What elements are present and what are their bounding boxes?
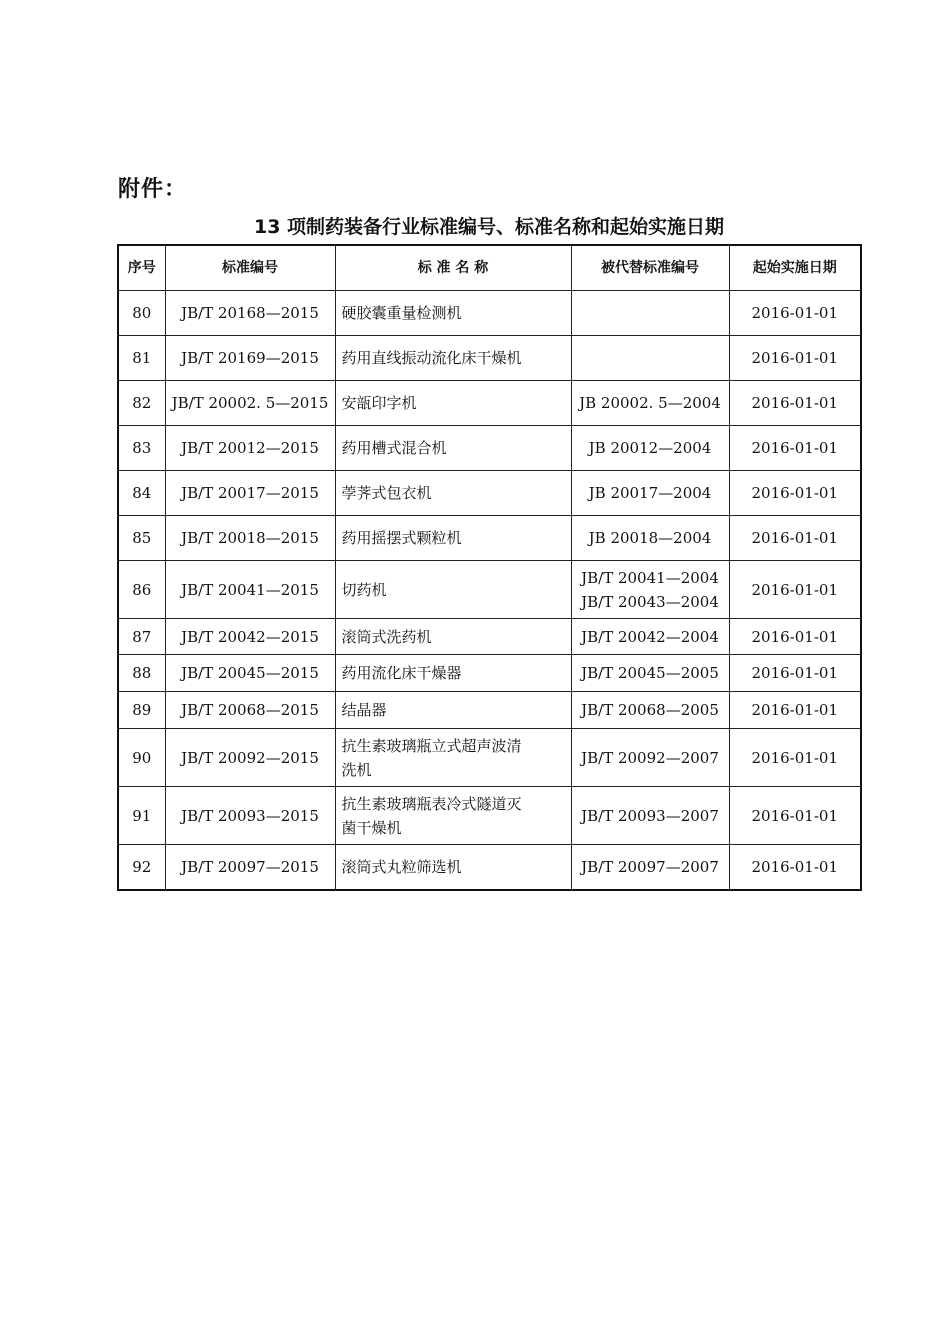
cell-date: 2016-01-01 bbox=[729, 291, 861, 336]
cell-std-name-line: 硬胶囊重量检测机 bbox=[341, 304, 462, 322]
cell-std-name bbox=[335, 471, 571, 516]
cell-seq: 80 bbox=[118, 291, 165, 336]
cell-replaced-line: JB/T 20042—2004 bbox=[581, 627, 719, 646]
cell-date: 2016-01-01 bbox=[729, 655, 861, 692]
cell-replaced bbox=[571, 381, 729, 426]
table-row bbox=[118, 845, 861, 891]
cell-date: 2016-01-01 bbox=[729, 729, 861, 787]
cell-std-no: JB/T 20092—2015 bbox=[165, 729, 335, 787]
cell-std-name bbox=[335, 729, 571, 787]
table-row bbox=[118, 336, 861, 381]
cell-replaced-line-2: JB/T 20043—2004 bbox=[581, 592, 719, 611]
cell-std-no: JB/T 20017—2015 bbox=[165, 471, 335, 516]
cell-replaced bbox=[571, 291, 729, 336]
cell-replaced bbox=[571, 516, 729, 561]
cell-replaced-line: JB/T 20041—2004 bbox=[581, 568, 719, 587]
cell-date: 2016-01-01 bbox=[729, 516, 861, 561]
cell-std-name bbox=[335, 845, 571, 891]
cell-replaced-line: JB/T 20045—2005 bbox=[581, 664, 719, 682]
cell-seq: 92 bbox=[118, 845, 165, 891]
cell-std-no: JB/T 20002. 5—2015 bbox=[165, 381, 335, 426]
cell-std-name-line: 药用流化床干燥器 bbox=[341, 664, 462, 682]
cell-std-name bbox=[335, 336, 571, 381]
cell-replaced bbox=[571, 619, 729, 655]
cell-date: 2016-01-01 bbox=[729, 336, 861, 381]
cell-std-name-line: 药用摇摆式颗粒机 bbox=[341, 529, 462, 547]
cell-std-no: JB/T 20042—2015 bbox=[165, 619, 335, 655]
cell-date: 2016-01-01 bbox=[729, 471, 861, 516]
table-row bbox=[118, 426, 861, 471]
cell-seq: 83 bbox=[118, 426, 165, 471]
header-std-name: 标 准 名 称 bbox=[335, 245, 571, 291]
cell-replaced-line: JB 20017—2004 bbox=[588, 484, 712, 502]
cell-replaced-line: JB/T 20092—2007 bbox=[581, 748, 719, 767]
cell-std-name-line: 切药机 bbox=[341, 580, 387, 599]
cell-seq: 85 bbox=[118, 516, 165, 561]
table-row bbox=[118, 787, 861, 845]
cell-std-no: JB/T 20169—2015 bbox=[165, 336, 335, 381]
cell-std-no: JB/T 20045—2015 bbox=[165, 655, 335, 692]
cell-replaced-line: JB 20002. 5—2004 bbox=[579, 394, 721, 412]
cell-std-name bbox=[335, 516, 571, 561]
cell-replaced-line: JB/T 20097—2007 bbox=[581, 858, 719, 876]
table-row bbox=[118, 471, 861, 516]
cell-std-name bbox=[335, 619, 571, 655]
cell-replaced bbox=[571, 692, 729, 729]
cell-replaced bbox=[571, 426, 729, 471]
cell-date: 2016-01-01 bbox=[729, 845, 861, 891]
cell-std-name bbox=[335, 291, 571, 336]
cell-replaced bbox=[571, 655, 729, 692]
table-row bbox=[118, 381, 861, 426]
attachment-label: 附件： bbox=[118, 177, 188, 202]
cell-std-no: JB/T 20068—2015 bbox=[165, 692, 335, 729]
cell-std-name-line: 抗生素玻璃瓶表冷式隧道灭 bbox=[341, 794, 522, 813]
cell-std-name bbox=[335, 787, 571, 845]
table-header-row bbox=[118, 245, 861, 291]
table-row bbox=[118, 619, 861, 655]
cell-seq: 82 bbox=[118, 381, 165, 426]
cell-replaced-line: JB/T 20093—2007 bbox=[581, 806, 719, 825]
cell-std-name-line: 滚筒式丸粒筛选机 bbox=[341, 858, 462, 876]
cell-replaced bbox=[571, 787, 729, 845]
cell-replaced bbox=[571, 729, 729, 787]
cell-std-name-line: 安瓿印字机 bbox=[341, 394, 417, 412]
cell-std-name-line: 药用槽式混合机 bbox=[341, 439, 447, 457]
cell-std-name-line-2: 菌干燥机 bbox=[341, 818, 402, 837]
header-start-date: 起始实施日期 bbox=[729, 245, 861, 291]
cell-seq: 89 bbox=[118, 692, 165, 729]
cell-std-name bbox=[335, 561, 571, 619]
cell-date: 2016-01-01 bbox=[729, 619, 861, 655]
cell-replaced bbox=[571, 561, 729, 619]
cell-replaced bbox=[571, 471, 729, 516]
cell-std-name bbox=[335, 655, 571, 692]
cell-date: 2016-01-01 bbox=[729, 787, 861, 845]
table-row bbox=[118, 561, 861, 619]
cell-std-no: JB/T 20012—2015 bbox=[165, 426, 335, 471]
cell-std-name bbox=[335, 692, 571, 729]
table-row bbox=[118, 516, 861, 561]
cell-seq: 86 bbox=[118, 561, 165, 619]
standards-table bbox=[117, 244, 862, 891]
cell-std-name-line: 结晶器 bbox=[341, 701, 387, 719]
table-row bbox=[118, 729, 861, 787]
cell-replaced-line: JB 20018—2004 bbox=[588, 529, 712, 547]
header-replaced: 被代替标准编号 bbox=[571, 245, 729, 291]
cell-std-no: JB/T 20041—2015 bbox=[165, 561, 335, 619]
cell-date: 2016-01-01 bbox=[729, 426, 861, 471]
cell-seq: 91 bbox=[118, 787, 165, 845]
cell-std-name-line: 滚筒式洗药机 bbox=[341, 627, 432, 646]
table-row bbox=[118, 692, 861, 729]
cell-replaced bbox=[571, 845, 729, 891]
cell-std-name-line: 抗生素玻璃瓶立式超声波清 bbox=[341, 736, 522, 755]
cell-std-name-line: 荸荠式包衣机 bbox=[341, 484, 432, 502]
cell-seq: 88 bbox=[118, 655, 165, 692]
cell-std-no: JB/T 20018—2015 bbox=[165, 516, 335, 561]
cell-seq: 84 bbox=[118, 471, 165, 516]
document-title: 13 项制药装备行业标准编号、标准名称和起始实施日期 bbox=[253, 216, 725, 238]
table-row bbox=[118, 655, 861, 692]
cell-seq: 87 bbox=[118, 619, 165, 655]
cell-std-name bbox=[335, 426, 571, 471]
cell-std-no: JB/T 20093—2015 bbox=[165, 787, 335, 845]
header-seq: 序号 bbox=[118, 245, 165, 291]
cell-date: 2016-01-01 bbox=[729, 381, 861, 426]
cell-std-name bbox=[335, 381, 571, 426]
cell-seq: 81 bbox=[118, 336, 165, 381]
cell-replaced-line: JB/T 20068—2005 bbox=[581, 701, 719, 719]
cell-std-name-line: 药用直线振动流化床干燥机 bbox=[341, 349, 522, 367]
cell-seq: 90 bbox=[118, 729, 165, 787]
cell-std-no: JB/T 20168—2015 bbox=[165, 291, 335, 336]
table-row bbox=[118, 291, 861, 336]
cell-std-name-line-2: 洗机 bbox=[341, 760, 372, 779]
cell-std-no: JB/T 20097—2015 bbox=[165, 845, 335, 891]
cell-replaced-line: JB 20012—2004 bbox=[588, 439, 712, 457]
cell-replaced bbox=[571, 336, 729, 381]
cell-date: 2016-01-01 bbox=[729, 561, 861, 619]
cell-date: 2016-01-01 bbox=[729, 692, 861, 729]
header-std-no: 标准编号 bbox=[165, 245, 335, 291]
